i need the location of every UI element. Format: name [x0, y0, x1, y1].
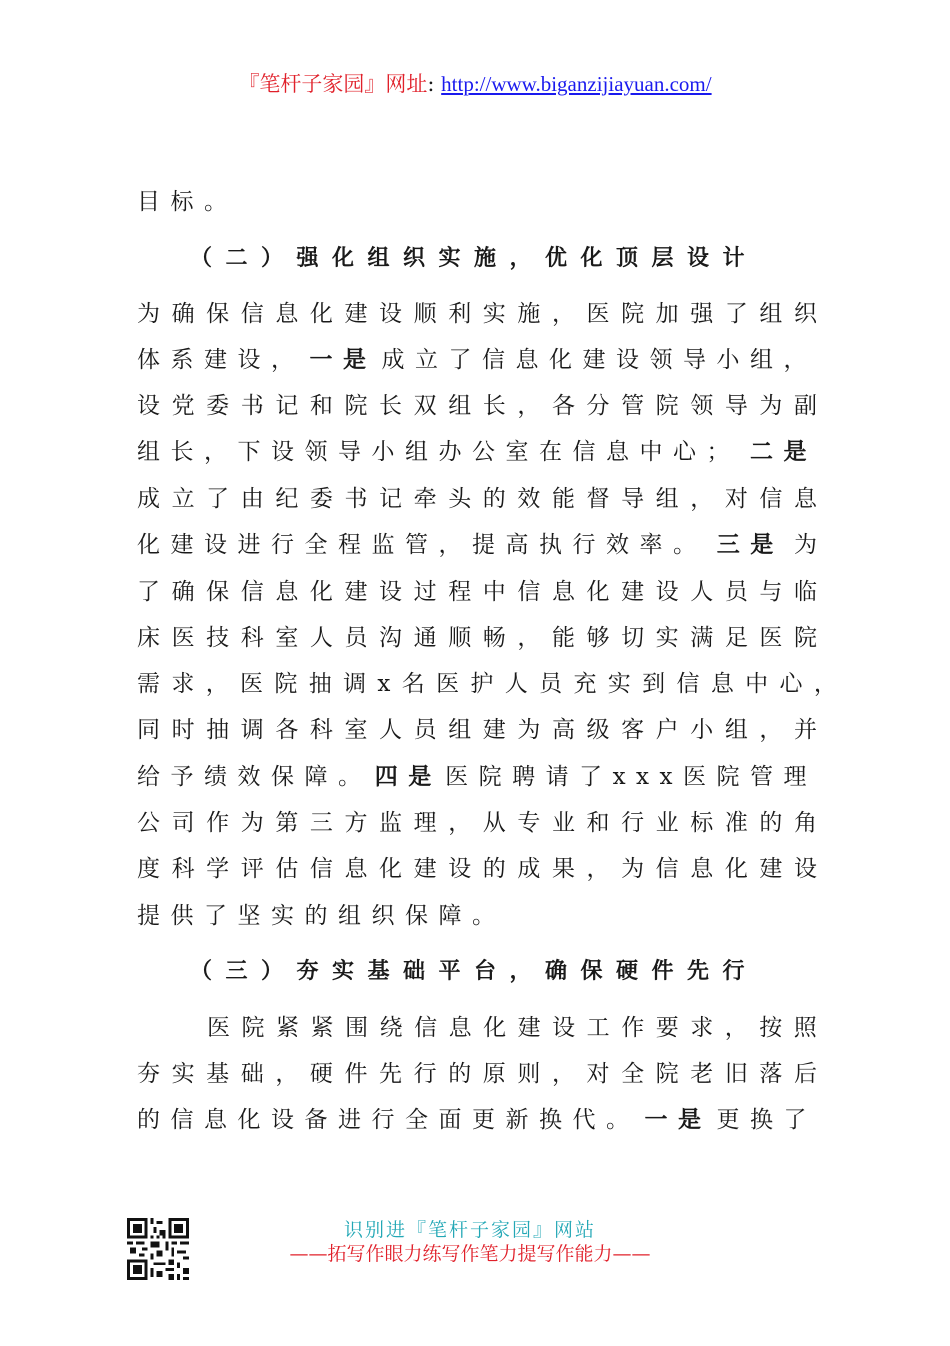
text-char: 记: [379, 486, 403, 512]
text-char: 老: [690, 1061, 714, 1087]
text-line: 目标。: [137, 189, 238, 215]
text-char: 实: [482, 301, 506, 327]
text-char: 建: [344, 579, 368, 605]
text-char: 为: [137, 301, 160, 327]
text-char: 中: [745, 671, 769, 697]
text-char: 信: [414, 1015, 438, 1041]
text-line: [137, 853, 817, 885]
text-char: 实: [655, 625, 679, 651]
header-colon: :: [427, 72, 435, 96]
text-char: 围: [345, 1015, 369, 1041]
text-char: 抽: [308, 671, 332, 697]
text-char: 求: [690, 1015, 714, 1041]
text-char: 效: [517, 486, 541, 512]
text-char: 旧: [724, 1061, 748, 1087]
text-char: 息: [344, 856, 368, 882]
text-char: 成: [517, 856, 541, 882]
text-char: 为: [621, 856, 645, 882]
text-char: 建: [413, 856, 437, 882]
text-char: 到: [642, 671, 666, 697]
text-char: 工: [586, 1015, 610, 1041]
text-char: 导: [621, 486, 645, 512]
text-char: 信: [240, 301, 264, 327]
text-char: 则: [517, 1061, 541, 1087]
text-char: 化: [586, 579, 610, 605]
text-char: ，: [448, 810, 472, 836]
text-char: 行: [621, 810, 645, 836]
text-char: 夯: [137, 1061, 160, 1087]
text-char: 专: [517, 810, 541, 836]
text-char: 信: [676, 671, 700, 697]
text-line: 提供了坚实的组织保障。: [137, 903, 506, 929]
text-char: 委: [206, 393, 230, 419]
text-char: 了: [206, 486, 230, 512]
text-char: 公: [137, 810, 160, 836]
text-char: 头: [448, 486, 472, 512]
text-char: 组: [724, 717, 748, 743]
text-segment: 给予绩效保障。: [137, 764, 372, 790]
text-line: [137, 668, 837, 700]
text-char: 院: [621, 301, 645, 327]
text-char: x: [377, 671, 391, 697]
text-char: 高: [551, 717, 575, 743]
text-char: 的: [448, 1061, 472, 1087]
text-char: 畅: [482, 625, 506, 651]
text-char: 人: [309, 625, 333, 651]
text-char: 立: [171, 486, 195, 512]
emphasis-marker: 一是: [644, 1107, 712, 1133]
text-char: ，: [813, 671, 837, 697]
text-char: 党: [171, 393, 195, 419]
text-char: 度: [137, 856, 160, 882]
text-char: ，: [759, 717, 783, 743]
text-char: 员: [344, 625, 368, 651]
text-char: 化: [724, 856, 748, 882]
text-char: 估: [275, 856, 299, 882]
text-line: [137, 576, 817, 608]
text-char: 调: [343, 671, 367, 697]
text-char: 设: [379, 579, 403, 605]
text-char: 息: [793, 486, 817, 512]
text-char: 能: [551, 486, 575, 512]
text-char: 通: [413, 625, 437, 651]
text-char: 作: [206, 810, 230, 836]
text-char: 实: [607, 671, 631, 697]
text-char: 按: [759, 1015, 783, 1041]
text-char: 组: [655, 486, 679, 512]
text-char: 的: [482, 856, 506, 882]
qr-code-icon: [127, 1218, 189, 1280]
text-char: 调: [240, 717, 264, 743]
text-char: 原: [482, 1061, 506, 1087]
text-char: 院: [793, 625, 817, 651]
text-char: 需: [137, 671, 160, 697]
text-char: 对: [586, 1061, 610, 1087]
text-char: 三: [309, 810, 333, 836]
text-char: 管: [621, 393, 645, 419]
text-char: 与: [759, 579, 783, 605]
text-char: 护: [470, 671, 494, 697]
text-char: ，: [205, 671, 229, 697]
text-char: 能: [551, 625, 575, 651]
text-char: 督: [586, 486, 610, 512]
text-char: 人: [504, 671, 528, 697]
text-char: ，: [517, 393, 541, 419]
text-segment: 化建设进行全程监管，提高执行效率。: [137, 532, 707, 558]
text-segment: 组长，下设领导小组办公室在信息中心；: [137, 439, 740, 465]
text-char: 息: [710, 671, 734, 697]
text-char: 院: [274, 671, 298, 697]
text-char: 要: [655, 1015, 679, 1041]
text-char: 充: [573, 671, 597, 697]
text-char: 行: [413, 1061, 437, 1087]
text-char: 照: [793, 1015, 817, 1041]
text-char: 信: [655, 856, 679, 882]
text-char: 切: [621, 625, 645, 651]
footer-tagline: 识别进『笔杆子家园』网站: [343, 1219, 596, 1241]
text-char: 员: [413, 717, 437, 743]
text-char: 紧: [310, 1015, 334, 1041]
text-line: [137, 390, 817, 422]
text-char: ，: [275, 1061, 299, 1087]
text-char: 信: [517, 579, 541, 605]
text-char: 织: [793, 301, 817, 327]
text-char: 加: [655, 301, 679, 327]
text-char: 时: [171, 717, 195, 743]
text-char: 分: [586, 393, 610, 419]
text-char: 设: [552, 1015, 576, 1041]
text-char: 从: [482, 810, 506, 836]
text-char: 设: [793, 856, 817, 882]
text-char: 方: [344, 810, 368, 836]
text-char: 业: [551, 810, 575, 836]
emphasis-marker: 一是: [309, 347, 377, 373]
section-heading-2: （二）强化组织实施，优化顶层设计: [190, 246, 759, 271]
text-char: 建: [621, 579, 645, 605]
text-char: 了: [724, 301, 748, 327]
text-char: 组: [448, 393, 472, 419]
text-line: [137, 344, 817, 376]
text-char: 医: [240, 671, 264, 697]
text-char: 户: [655, 717, 679, 743]
text-char: 技: [206, 625, 230, 651]
text-char: 由: [240, 486, 264, 512]
text-char: 和: [586, 810, 610, 836]
emphasis-marker: 二是: [750, 439, 817, 465]
text-char: 紧: [276, 1015, 300, 1041]
text-char: 果: [551, 856, 575, 882]
text-char: 信: [309, 856, 333, 882]
text-char: 建: [482, 717, 506, 743]
emphasis-marker: 三是: [716, 532, 784, 558]
text-line: [137, 761, 817, 793]
text-char: 础: [240, 1061, 264, 1087]
text-char: 保: [206, 301, 230, 327]
text-char: 组: [448, 717, 472, 743]
text-char: 满: [690, 625, 714, 651]
text-char: 和: [309, 393, 333, 419]
text-char: 院: [655, 1061, 679, 1087]
text-char: 化: [309, 579, 333, 605]
text-char: 同: [137, 717, 160, 743]
text-char: 强: [690, 301, 714, 327]
text-char: 确: [171, 579, 195, 605]
text-char: 员: [724, 579, 748, 605]
text-char: 对: [724, 486, 748, 512]
text-char: 为: [759, 393, 783, 419]
text-char: 监: [379, 810, 403, 836]
text-char: 书: [240, 393, 264, 419]
text-char: 沟: [379, 625, 403, 651]
text-char: 医: [586, 301, 610, 327]
text-char: 科: [309, 717, 333, 743]
text-char: 人: [379, 717, 403, 743]
text-char: 标: [690, 810, 714, 836]
text-char: 长: [379, 393, 403, 419]
text-char: 名: [401, 671, 425, 697]
text-char: 科: [240, 625, 264, 651]
text-char: 信: [240, 579, 264, 605]
text-char: 纪: [275, 486, 299, 512]
text-char: 先: [379, 1061, 403, 1087]
text-char: 设: [379, 301, 403, 327]
text-char: 委: [309, 486, 333, 512]
text-char: 施: [517, 301, 541, 327]
text-char: 第: [275, 810, 299, 836]
text-char: 床: [137, 625, 160, 651]
text-char: 医: [171, 625, 195, 651]
text-segment: 体系建设，: [137, 347, 305, 373]
text-char: ，: [690, 486, 714, 512]
text-char: 客: [621, 717, 645, 743]
section-heading-3: （三）夯实基础平台，确保硬件先行: [190, 959, 759, 984]
text-line: [137, 483, 817, 515]
text-char: 院: [655, 393, 679, 419]
text-char: 落: [759, 1061, 783, 1087]
text-char: 建: [517, 1015, 541, 1041]
text-char: 基: [206, 1061, 230, 1087]
text-char: 后: [793, 1061, 817, 1087]
text-char: 业: [655, 810, 679, 836]
page-header: [0, 70, 950, 98]
text-char: 医: [759, 625, 783, 651]
text-char: 息: [275, 579, 299, 605]
text-char: 硬: [309, 1061, 333, 1087]
text-char: 顺: [413, 301, 437, 327]
text-char: 够: [586, 625, 610, 651]
text-char: 院: [344, 393, 368, 419]
text-char: 过: [413, 579, 437, 605]
text-char: 利: [448, 301, 472, 327]
text-char: ，: [551, 1061, 575, 1087]
text-char: 设: [655, 579, 679, 605]
text-char: 各: [551, 393, 575, 419]
text-char: 记: [275, 393, 299, 419]
text-char: 司: [171, 810, 195, 836]
text-segment: 为: [794, 532, 817, 558]
text-char: 化: [379, 856, 403, 882]
text-segment: 医院聘请了xxx医院管理: [445, 764, 817, 790]
text-char: 抽: [206, 717, 230, 743]
text-char: 化: [309, 301, 333, 327]
text-char: 角: [793, 810, 817, 836]
text-char: 求: [171, 671, 195, 697]
text-char: 导: [724, 393, 748, 419]
text-segment: 更换了: [716, 1107, 817, 1133]
text-char: 理: [413, 810, 437, 836]
text-char: 科: [171, 856, 195, 882]
text-char: 领: [690, 393, 714, 419]
text-char: ，: [724, 1015, 748, 1041]
text-char: 评: [240, 856, 264, 882]
text-line: [207, 1012, 817, 1044]
text-line: [137, 436, 817, 468]
text-char: 院: [241, 1015, 265, 1041]
text-char: ，: [586, 856, 610, 882]
text-char: 息: [551, 579, 575, 605]
text-char: 建: [759, 856, 783, 882]
text-char: 小: [690, 717, 714, 743]
text-char: 书: [344, 486, 368, 512]
text-char: ，: [551, 301, 575, 327]
text-segment: 的信息化设备进行全面更新换代。: [137, 1107, 640, 1133]
text-char: 组: [759, 301, 783, 327]
text-char: 的: [482, 486, 506, 512]
text-char: 级: [586, 717, 610, 743]
emphasis-marker: 四是: [374, 764, 442, 790]
text-char: 顺: [448, 625, 472, 651]
text-char: 医: [436, 671, 460, 697]
text-char: 息: [690, 856, 714, 882]
text-char: 室: [344, 717, 368, 743]
text-char: ，: [517, 625, 541, 651]
text-line: [137, 1058, 817, 1090]
text-char: 并: [793, 717, 817, 743]
text-line: [137, 807, 817, 839]
text-char: 设: [137, 393, 160, 419]
text-char: 件: [344, 1061, 368, 1087]
site-brand: 『笔杆子家园』网址: [238, 72, 428, 96]
text-line: [137, 1104, 817, 1136]
text-char: 的: [759, 810, 783, 836]
text-char: 了: [137, 579, 160, 605]
text-char: 各: [275, 717, 299, 743]
text-char: 息: [448, 1015, 472, 1041]
text-char: 临: [793, 579, 817, 605]
text-char: 室: [275, 625, 299, 651]
text-char: 医: [207, 1015, 230, 1041]
text-char: 员: [539, 671, 563, 697]
text-char: 足: [724, 625, 748, 651]
text-char: 保: [206, 579, 230, 605]
text-char: 副: [793, 393, 817, 419]
text-char: 成: [137, 486, 160, 512]
text-char: 长: [482, 393, 506, 419]
footer-motto: ——拓写作眼力练写作笔力提写作能力——: [289, 1243, 651, 1265]
text-char: 确: [171, 301, 195, 327]
text-line: [137, 714, 817, 746]
text-char: 作: [621, 1015, 645, 1041]
text-char: 为: [517, 717, 541, 743]
text-char: 心: [779, 671, 803, 697]
text-char: 信: [759, 486, 783, 512]
text-char: 建: [344, 301, 368, 327]
text-char: 程: [448, 579, 472, 605]
text-char: 牵: [413, 486, 437, 512]
text-char: 实: [171, 1061, 195, 1087]
text-char: 准: [724, 810, 748, 836]
text-char: 学: [206, 856, 230, 882]
text-char: 设: [448, 856, 472, 882]
text-char: 双: [413, 393, 437, 419]
text-char: 息: [275, 301, 299, 327]
text-line: [137, 298, 817, 330]
text-char: 中: [482, 579, 506, 605]
text-segment: 成立了信息化建设领导小组，: [381, 347, 817, 373]
text-char: 绕: [379, 1015, 403, 1041]
text-char: 化: [483, 1015, 507, 1041]
text-line: [137, 529, 817, 561]
text-char: 人: [690, 579, 714, 605]
text-char: 为: [240, 810, 264, 836]
text-line: [137, 622, 817, 654]
text-char: 全: [621, 1061, 645, 1087]
site-url-link[interactable]: http://www.biganzijiayuan.com/: [441, 72, 712, 96]
